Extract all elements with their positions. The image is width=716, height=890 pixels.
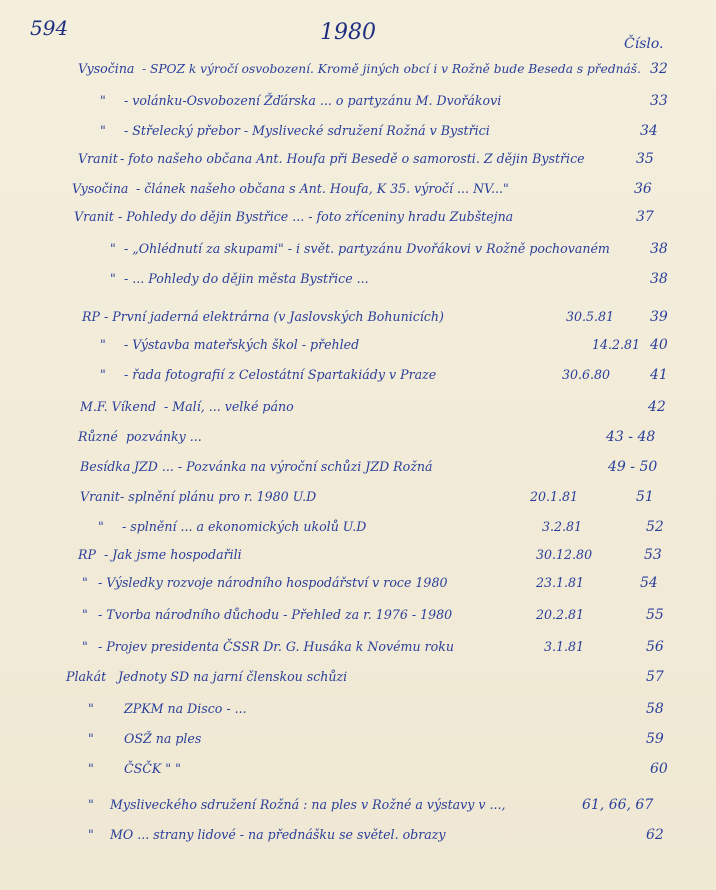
entry-source: Plakát	[66, 669, 107, 684]
entry-row	[0, 668, 716, 692]
entry-source: "	[82, 607, 88, 622]
entry-date: 30.5.81	[566, 309, 615, 324]
entry-number: 60	[650, 761, 668, 777]
entry-description: - Tvorba národního důchodu - Přehled za r. 1976 - 1980	[98, 607, 453, 622]
entry-description: - volánku-Osvobození Žďárska ... o partyzánu M. Dvořákovi	[124, 93, 502, 108]
entry-number: 52	[646, 519, 664, 535]
entry-number: 36	[634, 181, 652, 197]
entry-row	[0, 488, 716, 512]
entry-source: Vysočina	[72, 181, 129, 196]
entry-description: OSŽ na ples	[124, 731, 202, 746]
entry-number: 41	[650, 367, 668, 383]
entry-source: "	[100, 367, 106, 382]
entry-description: - První jaderná elektrárna (v Jaslovských Bohunicích)	[104, 309, 444, 324]
entry-date: 30.12.80	[536, 547, 593, 562]
entry-number: 42	[648, 399, 666, 415]
entry-row	[0, 796, 716, 820]
entry-source: Různé	[78, 429, 118, 444]
entry-date: 23.1.81	[536, 575, 585, 590]
entry-number: 62	[646, 827, 664, 843]
entry-source: Vranit	[78, 151, 118, 166]
entry-source: "	[100, 93, 106, 108]
entry-source: "	[88, 731, 94, 746]
entry-number: 39	[650, 309, 668, 325]
entry-row	[0, 180, 716, 204]
entry-source: "	[110, 241, 116, 256]
entry-number: 33	[650, 93, 668, 109]
page-number: 594	[30, 16, 69, 40]
entry-number: 53	[644, 547, 662, 563]
entry-date: 30.6.80	[562, 367, 611, 382]
entry-description: - Jak jsme hospodařili	[104, 547, 242, 562]
entry-source: "	[88, 797, 94, 812]
entry-description: ČSČK " "	[124, 761, 181, 776]
entry-row	[0, 336, 716, 360]
entry-row	[0, 398, 716, 422]
entry-row	[0, 240, 716, 264]
entry-number: 61, 66, 67	[582, 797, 654, 813]
entry-number: 54	[640, 575, 658, 591]
entry-source: "	[88, 701, 94, 716]
entry-row	[0, 60, 716, 84]
entry-description: - Pohledy do dějin Bystřice ... - foto zříceniny hradu Zubštejna	[118, 209, 514, 224]
entry-row	[0, 150, 716, 174]
entry-number: 43 - 48	[606, 429, 656, 445]
entry-description: JZD ... - Pozvánka na výroční schůzi JZD Rožná	[134, 459, 433, 474]
entry-row	[0, 700, 716, 724]
entry-number: 59	[646, 731, 664, 747]
entry-source: "	[100, 337, 106, 352]
entry-row	[0, 458, 716, 482]
entry-date: 14.2.81	[592, 337, 641, 352]
entry-number: 56	[646, 639, 664, 655]
entry-source: RP	[82, 309, 100, 324]
number-column-heading: Číslo.	[624, 36, 664, 52]
entry-description: - splnění ... a ekonomických ukolů U.D	[122, 519, 367, 534]
entry-source: Besídka	[80, 459, 131, 474]
entry-number: 38	[650, 241, 668, 257]
entry-source: RP	[78, 547, 96, 562]
entry-description: MO ... strany lidové - na přednášku se světel. obrazy	[110, 827, 446, 842]
entry-row	[0, 574, 716, 598]
entry-description: - řada fotografií z Celostátní Spartakiády v Praze	[124, 367, 437, 382]
entry-description: - Výstavba mateřských škol - přehled	[124, 337, 360, 352]
entry-description: - Střelecký přebor - Myslivecké sdružení Rožná v Bystřici	[124, 123, 490, 138]
entry-source: "	[88, 761, 94, 776]
entry-description: - Projev presidenta ČSSR Dr. G. Husáka k Novému roku	[98, 639, 454, 654]
entry-row	[0, 730, 716, 754]
entry-number: 55	[646, 607, 664, 623]
entry-number: 38	[650, 271, 668, 287]
entry-number: 40	[650, 337, 668, 353]
entry-row	[0, 428, 716, 452]
entry-source: "	[100, 123, 106, 138]
entry-number: 35	[636, 151, 654, 167]
entry-source: "	[82, 575, 88, 590]
entry-row	[0, 308, 716, 332]
entry-date: 3.1.81	[544, 639, 585, 654]
entry-description: - Výsledky rozvoje národního hospodářství v roce 1980	[98, 575, 448, 590]
entry-source: M.F. Víkend	[80, 399, 157, 414]
entry-number: 51	[636, 489, 654, 505]
entry-row	[0, 826, 716, 850]
entry-description: ZPKM na Disco - ...	[124, 701, 247, 716]
entry-source: Vranit	[80, 489, 120, 504]
entry-description: pozvánky ...	[126, 429, 202, 444]
entry-number: 34	[640, 123, 658, 139]
entry-date: 3.2.81	[542, 519, 583, 534]
entry-description: - článek našeho občana s Ant. Houfa, K 35. výročí ... NV..."	[136, 181, 509, 196]
entry-row	[0, 366, 716, 390]
year-heading: 1980	[320, 20, 376, 45]
entry-source: "	[110, 271, 116, 286]
entry-number: 37	[636, 209, 654, 225]
entry-description: - „Ohlédnutí za skupami" - i svět. partyzánu Dvořákovi v Rožně pochovaném	[124, 241, 610, 256]
entry-description: - Malí, ... velké páno	[164, 399, 294, 414]
entry-date: 20.1.81	[530, 489, 579, 504]
entry-description: Jednoty SD na jarní členskou schůzi	[118, 669, 348, 684]
entry-row	[0, 606, 716, 630]
entry-source: Vranit	[74, 209, 114, 224]
entry-description: - foto našeho občana Ant. Houfa při Besedě o samorosti. Z dějin Bystřice	[120, 151, 585, 166]
entry-source: "	[98, 519, 104, 534]
entry-description: - SPOZ k výročí osvobození. Kromě jiných obcí i v Rožně bude Beseda s přednáš.	[142, 62, 641, 76]
entry-row	[0, 760, 716, 784]
entry-row	[0, 518, 716, 542]
entry-source: "	[88, 827, 94, 842]
entry-description: - splnění plánu pro r. 1980 U.D	[120, 489, 317, 504]
entry-row	[0, 270, 716, 294]
entry-description: Mysliveckého sdružení Rožná : na ples v Rožné a výstavy v ...,	[110, 797, 506, 812]
entry-row	[0, 546, 716, 570]
entry-number: 57	[646, 669, 664, 685]
entry-row	[0, 208, 716, 232]
entry-description: - ... Pohledy do dějin města Bystřice ...	[124, 271, 369, 286]
entry-row	[0, 92, 716, 116]
entry-number: 49 - 50	[608, 459, 658, 475]
entry-number: 32	[650, 61, 668, 77]
entry-number: 58	[646, 701, 664, 717]
entry-row	[0, 122, 716, 146]
entry-source: Vysočina	[78, 61, 135, 76]
entry-source: "	[82, 639, 88, 654]
entry-row	[0, 638, 716, 662]
entry-date: 20.2.81	[536, 607, 585, 622]
